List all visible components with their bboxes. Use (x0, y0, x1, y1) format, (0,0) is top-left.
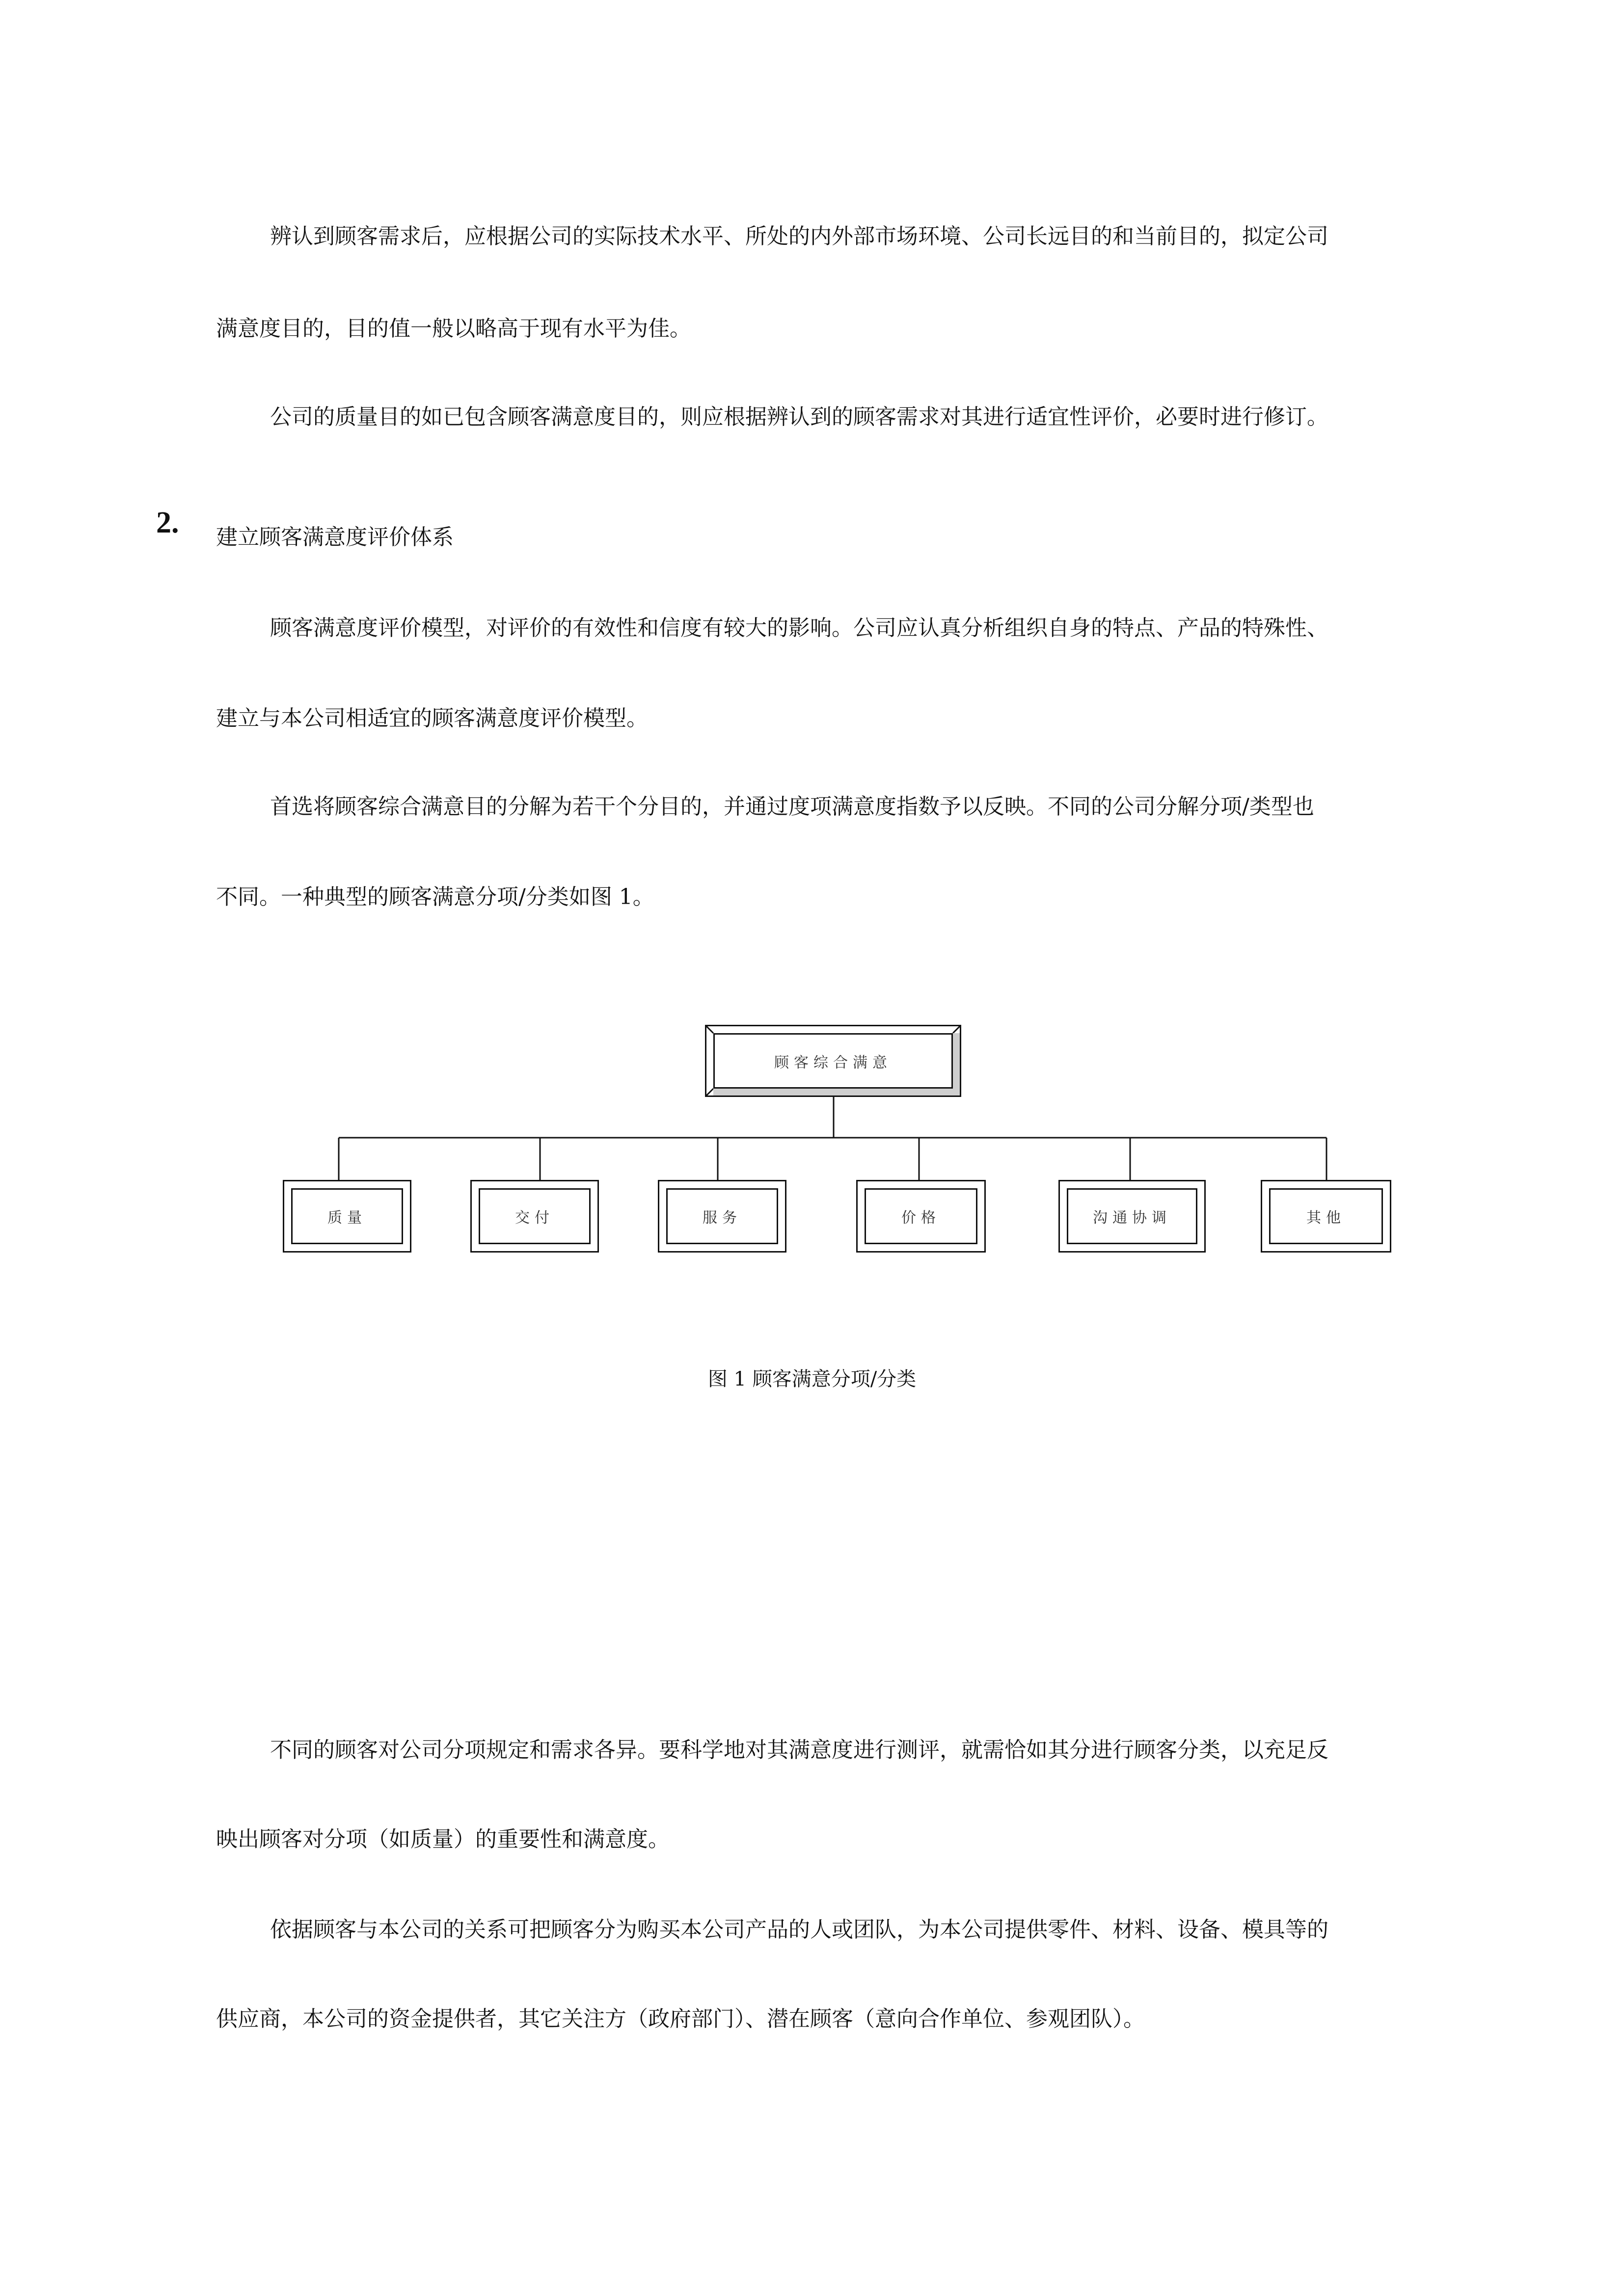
paragraph-1-line-1: 辨认到顾客需求后，应根据公司的实际技术水平、所处的内外部市场环境、公司长远目的和当前目的，拟定公司 (270, 224, 1328, 249)
child-node-5-label: 沟通协调 (1093, 1209, 1171, 1227)
paragraph-5-line-1: 不同的顾客对公司分项规定和需求各异。要科学地对其满意度进行测评，就需恰如其分进行顾客分类，以充足反 (270, 1737, 1328, 1762)
root-label: 顾客综合满意 (774, 1054, 892, 1071)
child-node-1 (283, 1180, 411, 1253)
paragraph-3-line-1: 顾客满意度评价模型，对评价的有效性和信度有较大的影响。公司应认真分析组织自身的特点、产品的特殊性、 (270, 615, 1328, 641)
child-node-6-label: 其他 (1306, 1209, 1346, 1227)
root-node (705, 1025, 961, 1097)
paragraph-3-line-2: 建立与本公司相适宜的顾客满意度评价模型。 (216, 706, 648, 731)
child-node-1-label: 质量 (327, 1209, 367, 1227)
child-node-3-label: 服务 (703, 1209, 742, 1227)
paragraph-4-line-2: 不同。一种典型的顾客满意分项/分类如图 1。 (216, 884, 654, 909)
figure-caption: 图 1 顾客满意分项/分类 (707, 1368, 917, 1390)
child-node-2-label: 交付 (515, 1209, 554, 1227)
paragraph-1-line-2: 满意度目的，目的值一般以略高于现有水平为佳。 (216, 316, 691, 341)
section-title: 建立顾客满意度评价体系 (216, 525, 454, 550)
child-node-2 (470, 1180, 599, 1253)
child-node-4 (856, 1180, 986, 1253)
child-node-4-label: 价格 (901, 1209, 941, 1227)
child-node-6 (1261, 1180, 1391, 1253)
child-node-3 (658, 1180, 786, 1253)
section-number: 2. (156, 506, 179, 539)
paragraph-2: 公司的质量目的如已包含顾客满意度目的，则应根据辨认到的顾客需求对其进行适宜性评价，必要时进行修订。 (270, 404, 1328, 429)
child-node-5 (1058, 1180, 1206, 1253)
paragraph-6-line-1: 依据顾客与本公司的关系可把顾客分为购买本公司产品的人或团队，为本公司提供零件、材料、设备、模具等的 (270, 1917, 1328, 1942)
paragraph-4-line-1: 首选将顾客综合满意目的分解为若干个分目的，并通过度项满意度指数予以反映。不同的公司分解分项/类型也 (270, 794, 1314, 819)
paragraph-6-line-2: 供应商，本公司的资金提供者，其它关注方（政府部门）、潜在顾客（意向合作单位、参观团队）。 (216, 2006, 1145, 2031)
paragraph-5-line-2: 映出顾客对分项（如质量）的重要性和满意度。 (216, 1827, 670, 1852)
